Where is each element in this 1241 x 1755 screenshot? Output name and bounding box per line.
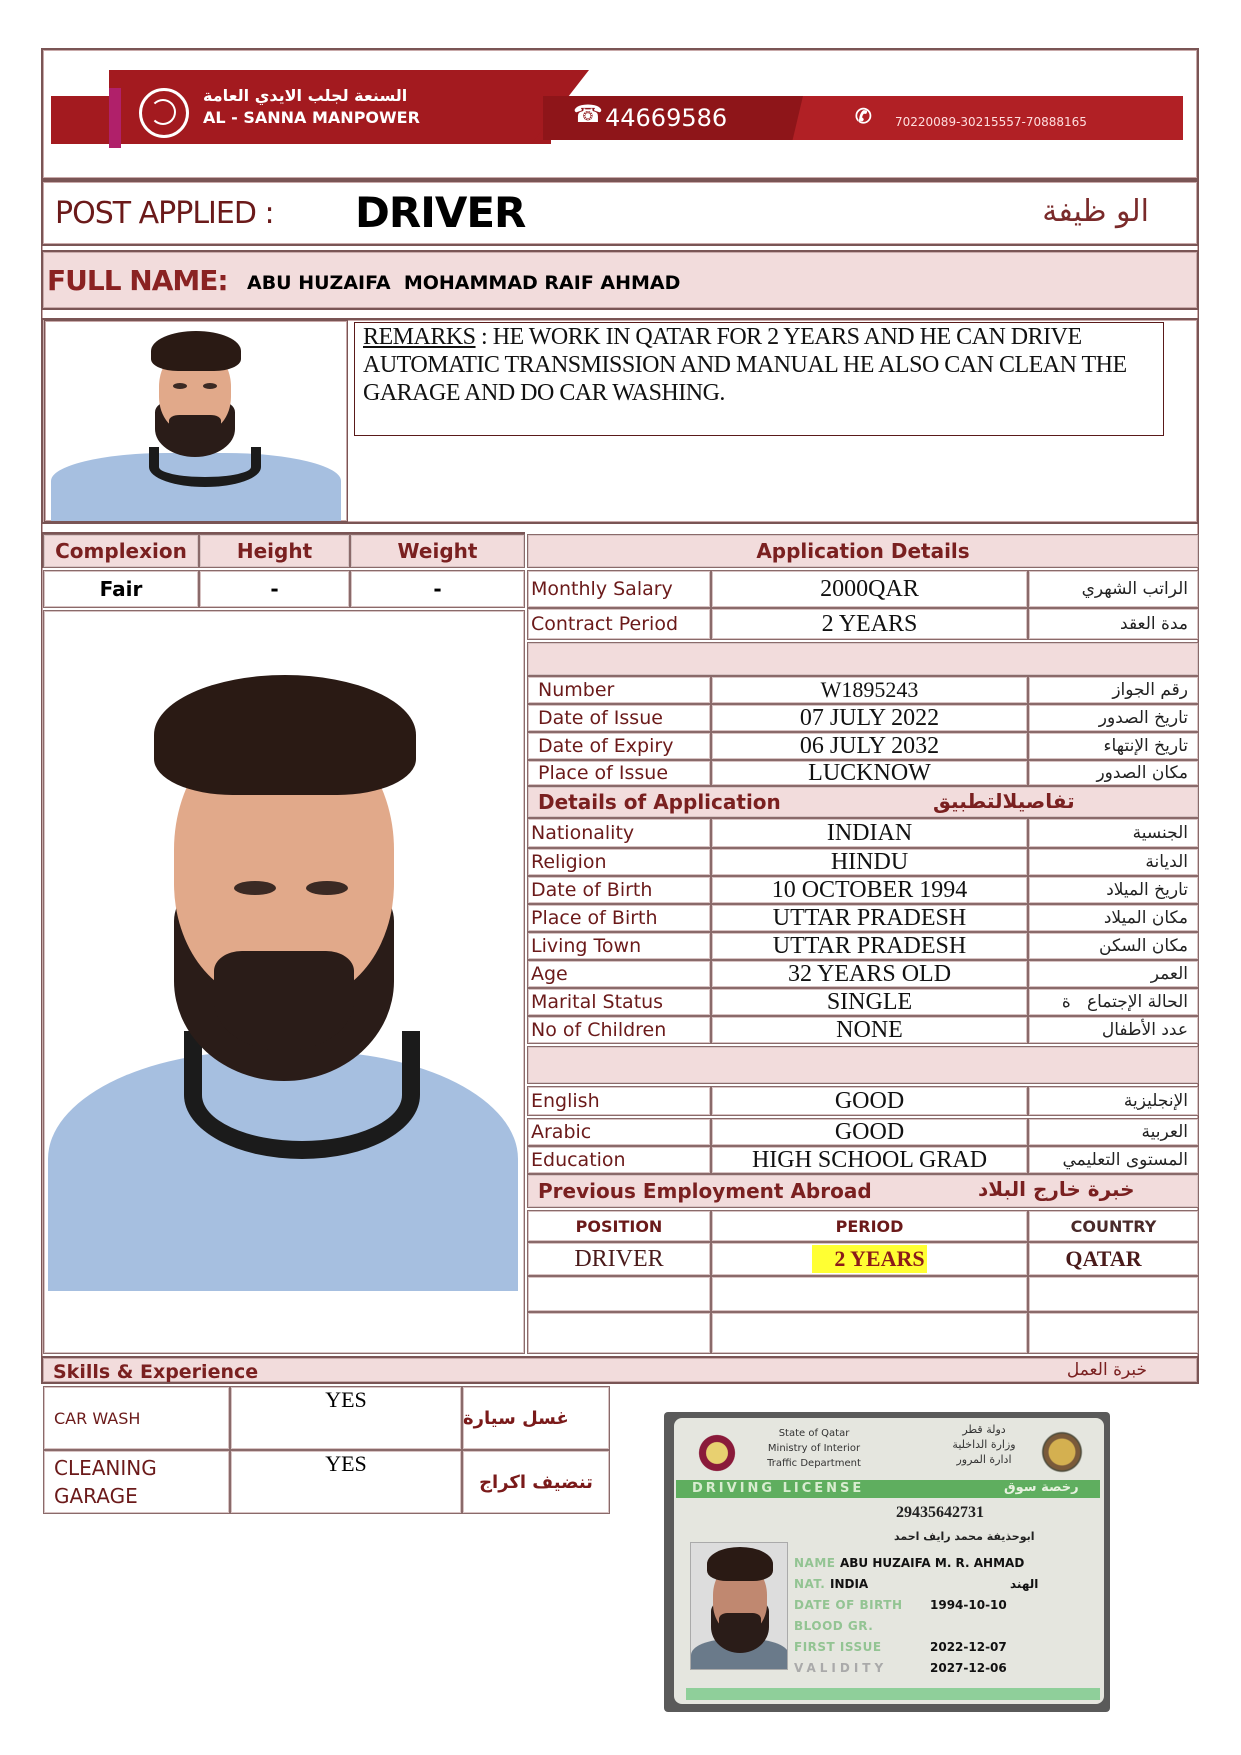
full-name-row [41, 250, 1199, 310]
place-of-issue-arabic: مكان الصدور [1028, 760, 1199, 786]
place-of-issue-value: LUCKNOW [711, 760, 1028, 786]
issuer-ministry: Ministry of Interior [767, 1443, 861, 1454]
living-town-label: Living Town [527, 932, 711, 960]
position-header: POSITION [527, 1210, 711, 1242]
date-of-expiry-label: Date of Expiry [527, 732, 711, 760]
nationality-label: Nationality [527, 818, 711, 848]
full-name-label: FULL NAME: [47, 264, 228, 297]
license-id-number: 29435642731 [896, 1504, 984, 1521]
passport-photo-large [43, 610, 525, 1354]
arabic-value: GOOD [711, 1118, 1028, 1146]
height-header: Height [199, 534, 350, 568]
license-first-issue-value: 2022-12-07 [930, 1639, 1007, 1654]
religion-label: Religion [527, 848, 711, 876]
license-bottom-stripe [686, 1688, 1100, 1700]
country-header: COUNTRY [1028, 1210, 1199, 1242]
banner-accent-tab [109, 88, 121, 148]
employment-empty-row-1-country [1028, 1276, 1199, 1312]
skill-car-wash-value: YES [230, 1386, 462, 1450]
employment-country-value: QATAR [1028, 1242, 1199, 1276]
period-header: PERIOD [711, 1210, 1028, 1242]
employment-empty-row-1-period [711, 1276, 1028, 1312]
education-label: Education [527, 1146, 711, 1174]
employment-position-value: DRIVER [527, 1242, 711, 1276]
license-name-value: ABU HUZAIFA M. R. AHMAD [840, 1555, 1025, 1570]
gcc-emblem-icon [1036, 1426, 1088, 1478]
mobile-numbers: 70220089-30215557-70888165 [895, 115, 1087, 129]
issuer-state: State of Qatar [778, 1428, 850, 1439]
employment-empty-row-2-period [711, 1312, 1028, 1354]
passport-number-arabic: رقم الجواز [1028, 676, 1199, 704]
skills-title: Skills & Experience [53, 1361, 259, 1383]
date-of-birth-arabic: تاريخ الميلاد [1028, 876, 1199, 904]
arabic-label: Arabic [527, 1118, 711, 1146]
license-photo [690, 1542, 788, 1670]
english-label: English [527, 1086, 711, 1116]
weight-header: Weight [350, 534, 525, 568]
passport-section-spacer [527, 642, 1199, 676]
license-validity-label: VALIDITY [794, 1660, 888, 1675]
license-title: DRIVING LICENSE [692, 1481, 865, 1496]
previous-employment-arabic: خبرة خارج البلاد [978, 1177, 1135, 1201]
weight-value: - [350, 570, 525, 608]
details-of-application-header [527, 786, 1199, 818]
height-value: - [199, 570, 350, 608]
skills-arabic: خبرة العمل [1066, 1360, 1147, 1380]
place-of-birth-arabic: مكان الميلاد [1028, 904, 1199, 932]
details-of-application-arabic: تفاصيلالتطبيق [933, 789, 1075, 813]
complexion-header: Complexion [43, 534, 199, 568]
phone-number: 44669586 [605, 104, 728, 132]
date-of-birth-value: 10 OCTOBER 1994 [711, 876, 1028, 904]
issuer-department-arabic: ادارة المرور [956, 1453, 1012, 1466]
passport-number-label: Number [527, 676, 711, 704]
skill-cleaning-garage-label: CLEANING GARAGE [43, 1450, 230, 1514]
religion-value: HINDU [711, 848, 1028, 876]
contract-period-label: Contract Period [527, 608, 711, 640]
license-nat-value: INDIA [830, 1576, 869, 1591]
living-town-value: UTTAR PRADESH [711, 932, 1028, 960]
post-applied-arabic: الو ظيفة [1042, 194, 1149, 229]
nationality-arabic: الجنسية [1028, 818, 1199, 848]
age-label: Age [527, 960, 711, 988]
marital-status-value: SINGLE [711, 988, 1028, 1016]
monthly-salary-value: 2000QAR [711, 570, 1028, 608]
driving-license-image [664, 1412, 1110, 1712]
previous-employment-title: Previous Employment Abroad [538, 1179, 872, 1203]
license-nat-label: NAT. [794, 1576, 826, 1591]
qatar-emblem-icon [692, 1428, 742, 1478]
remarks-box [354, 322, 1164, 436]
education-arabic: المستوى التعليمي [1028, 1146, 1199, 1174]
issuer-ministry-arabic: وزارة الداخلية [952, 1438, 1016, 1451]
nationality-value: INDIAN [711, 818, 1028, 848]
no-of-children-label: No of Children [527, 1016, 711, 1044]
globe-logo-icon [139, 88, 189, 138]
previous-employment-header [527, 1174, 1199, 1208]
skill-car-wash-arabic: غسل سيارة [462, 1386, 610, 1450]
date-of-birth-label: Date of Birth [527, 876, 711, 904]
license-title-arabic: رخصة سوق [1004, 1480, 1079, 1495]
issuer-state-arabic: دولة قطر [962, 1423, 1006, 1436]
telephone-icon: ☎ [573, 101, 603, 128]
english-arabic: الإنجليزية [1028, 1086, 1199, 1116]
complexion-value: Fair [43, 570, 199, 608]
post-applied-value: DRIVER [355, 188, 526, 237]
no-of-children-value: NONE [711, 1016, 1028, 1044]
age-arabic: العمر [1028, 960, 1199, 988]
license-first-issue-label: FIRST ISSUE [794, 1639, 882, 1654]
license-dob-value: 1994-10-10 [930, 1597, 1007, 1612]
skills-header [41, 1356, 1199, 1384]
passport-photo-small [44, 320, 348, 522]
skill-cleaning-garage-value: YES [230, 1450, 462, 1514]
license-nat-arabic: الهند [1010, 1576, 1039, 1591]
license-blood-label: BLOOD GR. [794, 1618, 874, 1633]
skill-car-wash-label: CAR WASH [43, 1386, 230, 1450]
issuer-department: Traffic Department [767, 1458, 861, 1469]
remarks-label: REMARKS [363, 324, 476, 350]
living-town-arabic: مكان السكن [1028, 932, 1199, 960]
contract-period-arabic: مدة العقد [1028, 608, 1199, 640]
date-of-issue-value: 07 JULY 2022 [711, 704, 1028, 732]
contract-period-value: 2 YEARS [711, 608, 1028, 640]
license-name-label: NAME [794, 1555, 836, 1570]
arabic-arabic: العربية [1028, 1118, 1199, 1146]
license-validity-value: 2027-12-06 [930, 1660, 1007, 1675]
header-box [41, 48, 1199, 180]
skill-cleaning-garage-arabic: تنضيف اكراج [462, 1450, 610, 1514]
mobile-phone-icon: ✆ [855, 106, 872, 128]
education-value: HIGH SCHOOL GRAD [711, 1146, 1028, 1174]
license-name-arabic: ابوحذيفة محمد رايف احمد [894, 1530, 1035, 1543]
employment-period-value: 2 YEARS [711, 1242, 1028, 1276]
employment-empty-row-2-country [1028, 1312, 1199, 1354]
no-of-children-arabic: عدد الأطفال [1028, 1016, 1199, 1044]
date-of-expiry-value: 06 JULY 2032 [711, 732, 1028, 760]
date-of-issue-label: Date of Issue [527, 704, 711, 732]
date-of-expiry-arabic: تاريخ الإنتهاء [1028, 732, 1199, 760]
marital-status-label: Marital Status [527, 988, 711, 1016]
full-name-value: ABU HUZAIFA MOHAMMAD RAIF AHMAD [247, 272, 681, 294]
license-dob-label: DATE OF BIRTH [794, 1597, 903, 1612]
age-value: 32 YEARS OLD [711, 960, 1028, 988]
company-name-arabic: السنعة لجلب الايدي العامة [203, 86, 408, 105]
post-applied-row [41, 180, 1199, 246]
application-details-header: Application Details [527, 534, 1199, 568]
languages-section-spacer [527, 1046, 1199, 1084]
date-of-issue-arabic: تاريخ الصدور [1028, 704, 1199, 732]
place-of-birth-label: Place of Birth [527, 904, 711, 932]
details-of-application-title: Details of Application [538, 790, 781, 814]
remarks-text: : HE WORK IN QATAR FOR 2 YEARS AND HE CAN DRIVE AUTOMATIC TRANSMISSION AND MANUAL HE ALSO CAN CLEAN THE GARAGE AND DO CAR WASHING. [363, 324, 1127, 406]
marital-status-arabic: الحالة الإجتماع ة [1028, 988, 1199, 1016]
passport-number-value: W1895243 [711, 676, 1028, 704]
religion-arabic: الديانة [1028, 848, 1199, 876]
employment-empty-row-1-position [527, 1276, 711, 1312]
monthly-salary-label: Monthly Salary [527, 570, 711, 608]
english-value: GOOD [711, 1086, 1028, 1116]
company-name-english: AL - SANNA MANPOWER [203, 108, 420, 127]
place-of-birth-value: UTTAR PRADESH [711, 904, 1028, 932]
place-of-issue-label: Place of Issue [527, 760, 711, 786]
monthly-salary-arabic: الراتب الشهري [1028, 570, 1199, 608]
post-applied-label: POST APPLIED : [55, 196, 274, 231]
employment-empty-row-2-position [527, 1312, 711, 1354]
